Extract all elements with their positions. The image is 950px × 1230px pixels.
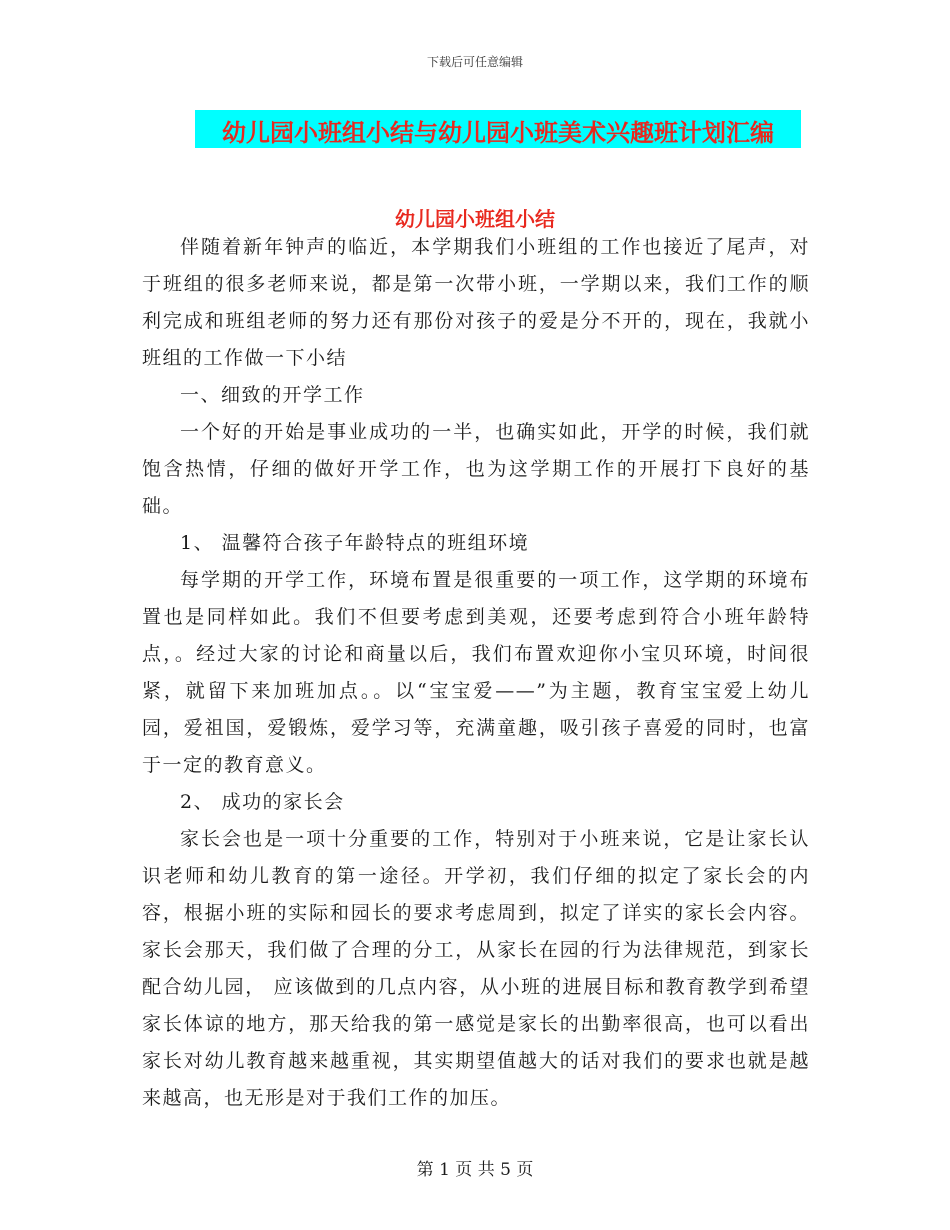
subheading-parent-meeting: 2、 成功的家长会 <box>180 791 345 813</box>
subheading-class-environment: 1、 温馨符合孩子年龄特点的班组环境 <box>180 532 530 554</box>
paragraph-class-environment: 每学期的开学工作，环境布置是很重要的一项工作，这学期的环境布置也是同样如此。我们不但要考虑到美观，还要考虑到符合小班年龄特点，。经过大家的讨论和商量以后，我们布置欢迎你小宝贝环境，时间很紧，就留下来加班加点。。以“宝宝爱——”为主题，教育宝宝爱上幼儿园，爱祖国，爱锻炼，爱学习等，充满童趣，吸引孩子喜爱的同时，也富于一定的教育意义。 <box>142 569 810 776</box>
page-number: 第 1 页 共 5 页 <box>416 1160 534 1180</box>
heading-opening-work: 一、细致的开学工作 <box>180 384 365 406</box>
document-body <box>142 229 810 1117</box>
paragraph-intro: 伴随着新年钟声的临近，本学期我们小班组的工作也接近了尾声，对于班组的很多老师来说，都是第一次带小班，一学期以来，我们工作的顺利完成和班组老师的努力还有那份对孩子的爱是分不开的，现在，我就小班组的工作做一下小结 <box>142 236 810 369</box>
page-header-note: 下载后可任意编辑 <box>426 55 523 69</box>
document-title: 幼儿园小班组小结与幼儿园小班美术兴趣班计划汇编 <box>222 118 774 147</box>
document-title-highlight <box>195 110 801 148</box>
paragraph-opening-work: 一个好的开始是事业成功的一半，也确实如此，开学的时候，我们就饱含热情，仔细的做好开学工作，也为这学期工作的开展打下良好的基础。 <box>142 421 810 517</box>
section-title: 幼儿园小班组小结 <box>395 207 555 231</box>
paragraph-parent-meeting: 家长会也是一项十分重要的工作，特别对于小班来说，它是让家长认识老师和幼儿教育的第一途径。开学初，我们仔细的拟定了家长会的内容，根据小班的实际和园长的要求考虑周到，拟定了详实的家长会内容。家长会那天，我们做了合理的分工，从家长在园的行为法律规范，到家长配合幼儿园， 应该做到的几点内容，从小班的进展目标和教育教学到希望家长体谅的地方，那天给我的第一感觉是家长的出勤率很高，也可以看出家长对幼儿教育越来越重视，其实期望值越大的话对我们的要求也就是越来越高，也无形是对于我们工作的加压。 <box>142 828 810 1109</box>
